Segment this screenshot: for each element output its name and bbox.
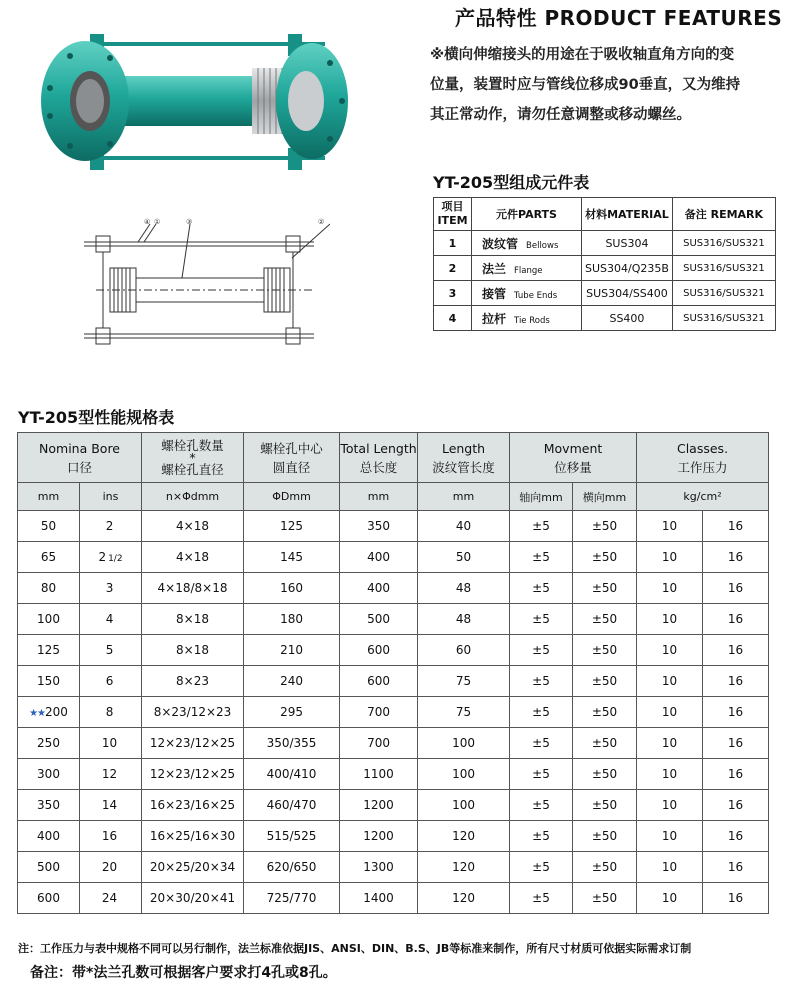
- cell-mm-value: 600: [37, 891, 60, 905]
- cell-total: 1100: [340, 759, 418, 790]
- header-bolt-circle: [244, 433, 340, 483]
- parts-header-item-en: ITEM: [437, 214, 468, 227]
- cell-center: 145: [244, 542, 340, 573]
- cell-mm: [18, 542, 80, 573]
- cell-ins: [80, 511, 142, 542]
- cell-total: 350: [340, 511, 418, 542]
- cell-center: 125: [244, 511, 340, 542]
- cell-p1: 10: [637, 852, 703, 883]
- cell-p2: 16: [703, 635, 769, 666]
- cell-ins-fraction: 1/2: [108, 554, 123, 564]
- cell-axial: ±5: [510, 635, 573, 666]
- cell-ins-value: 6: [105, 674, 114, 688]
- cell-mm: [18, 666, 80, 697]
- cell-total: 1400: [340, 883, 418, 914]
- cell-p1: 10: [637, 573, 703, 604]
- spec-table: [17, 432, 769, 914]
- parts-name-cn: 波纹管: [482, 236, 519, 251]
- parts-remark: SUS316/SUS321: [672, 256, 775, 281]
- unit-ins: ins: [80, 483, 142, 511]
- cell-bolt: 4×18: [142, 511, 244, 542]
- cell-length: 120: [418, 883, 510, 914]
- cell-bolt: 4×18: [142, 542, 244, 573]
- spec-row: [18, 759, 769, 790]
- cell-ins: [80, 666, 142, 697]
- cell-axial: ±5: [510, 511, 573, 542]
- cell-ins: [80, 697, 142, 728]
- cell-ins: [80, 821, 142, 852]
- cell-center: 400/410: [244, 759, 340, 790]
- callout-4: ④: [144, 218, 151, 226]
- cell-p1: 10: [637, 604, 703, 635]
- spec-table-title: YT-205型性能规格表: [18, 408, 175, 427]
- header-mov-en: Movment: [543, 440, 603, 456]
- header-bolt-star: *: [189, 449, 196, 465]
- cell-axial: ±5: [510, 790, 573, 821]
- cell-lateral: ±50: [573, 852, 637, 883]
- cell-length: 75: [418, 666, 510, 697]
- cell-ins: [80, 852, 142, 883]
- header-total-en: Total Length: [340, 440, 417, 456]
- parts-item: 2: [434, 256, 472, 281]
- header-len-en: Length: [441, 440, 486, 456]
- cell-p1: 10: [637, 697, 703, 728]
- cell-mm-value: 80: [40, 581, 57, 595]
- cell-p2: 16: [703, 728, 769, 759]
- parts-header-material: 材料MATERIAL: [582, 198, 673, 231]
- cell-ins-value: 4: [105, 612, 114, 626]
- cell-total: 700: [340, 728, 418, 759]
- spec-header-row-1: [18, 433, 769, 483]
- cell-bolt: 20×30/20×41: [142, 883, 244, 914]
- note-line-1: 注：工作压力与表中规格不同可以另行制作，法兰标准依据JIS、ANSI、DIN、B.S、JB等标准来制作，所有尺寸材质可依据实际需求订制: [18, 942, 692, 955]
- cell-mm-value: 150: [37, 674, 60, 688]
- cell-ins-value: 3: [105, 581, 114, 595]
- parts-row: [434, 281, 776, 306]
- cell-bolt: 4×18/8×18: [142, 573, 244, 604]
- parts-header-item-cn: 项目: [441, 200, 464, 213]
- header-bolt-holes: [142, 433, 244, 483]
- cell-ins: [80, 542, 142, 573]
- cell-lateral: ±50: [573, 511, 637, 542]
- cell-length: 100: [418, 759, 510, 790]
- unit-nxd: n×Φdmm: [142, 483, 244, 511]
- cell-axial: ±5: [510, 821, 573, 852]
- cell-total: 1200: [340, 790, 418, 821]
- parts-row: [434, 306, 776, 331]
- cell-axial: ±5: [510, 542, 573, 573]
- cell-center: 460/470: [244, 790, 340, 821]
- parts-item: 4: [434, 306, 472, 331]
- cell-center: 240: [244, 666, 340, 697]
- spec-row: [18, 821, 769, 852]
- cell-p1: 10: [637, 728, 703, 759]
- parts-name-en: Bellows: [526, 240, 559, 251]
- cell-axial: ±5: [510, 666, 573, 697]
- features-title: 产品特性 PRODUCT FEATURES: [455, 6, 783, 30]
- cell-mm: [18, 604, 80, 635]
- parts-item: 1: [434, 231, 472, 256]
- cell-ins: [80, 790, 142, 821]
- spec-row: [18, 790, 769, 821]
- parts-remark: SUS316/SUS321: [672, 281, 775, 306]
- cell-bolt: 20×25/20×34: [142, 852, 244, 883]
- features-text: [430, 40, 785, 130]
- cell-p2: 16: [703, 790, 769, 821]
- parts-name: [472, 281, 582, 306]
- cell-mm-value: 500: [37, 860, 60, 874]
- header-bore-cn: 口径: [67, 459, 93, 475]
- header-movement: [510, 433, 637, 483]
- parts-name-en: Tie Rods: [514, 315, 550, 326]
- cell-axial: ±5: [510, 883, 573, 914]
- cell-ins: [80, 635, 142, 666]
- cell-mm-value: 400: [37, 829, 60, 843]
- cell-total: 1200: [340, 821, 418, 852]
- cell-center: 180: [244, 604, 340, 635]
- cell-length: 60: [418, 635, 510, 666]
- features-line: 其正常动作，请勿任意调整或移动螺丝。: [430, 107, 691, 123]
- cell-p1: 10: [637, 511, 703, 542]
- cell-lateral: ±50: [573, 542, 637, 573]
- cell-total: 600: [340, 635, 418, 666]
- spec-row: [18, 697, 769, 728]
- cell-ins-value: 24: [101, 891, 118, 905]
- cell-mm: [18, 759, 80, 790]
- cell-ins-value: 16: [101, 829, 118, 843]
- cell-bolt: 8×23/12×23: [142, 697, 244, 728]
- cell-total: 1300: [340, 852, 418, 883]
- parts-header-parts: 元件PARTS: [472, 198, 582, 231]
- cell-p1: 10: [637, 759, 703, 790]
- unit-dmm: ΦDmm: [244, 483, 340, 511]
- cell-axial: ±5: [510, 759, 573, 790]
- header-center-l1: 螺栓孔中心: [260, 440, 323, 456]
- cell-axial: ±5: [510, 573, 573, 604]
- note-line-2: 备注：带*法兰孔数可根据客户要求打4孔或8孔。: [30, 965, 337, 981]
- callout-1: ①: [154, 218, 161, 226]
- cell-p1: 10: [637, 790, 703, 821]
- spec-row: [18, 666, 769, 697]
- cell-mm: [18, 728, 80, 759]
- spec-row: [18, 728, 769, 759]
- parts-name: [472, 231, 582, 256]
- cell-length: 120: [418, 821, 510, 852]
- cell-lateral: ±50: [573, 883, 637, 914]
- cell-bolt: 8×18: [142, 635, 244, 666]
- cell-mm-value: 350: [37, 798, 60, 812]
- cell-p1: 10: [637, 666, 703, 697]
- spec-row: [18, 852, 769, 883]
- cell-ins-value: 12: [101, 767, 118, 781]
- cell-lateral: ±50: [573, 790, 637, 821]
- parts-material: SUS304/Q235B: [582, 256, 673, 281]
- cell-lateral: ±50: [573, 759, 637, 790]
- cell-length: 75: [418, 697, 510, 728]
- spec-row: [18, 511, 769, 542]
- cell-p2: 16: [703, 573, 769, 604]
- header-bolt-l1: 螺栓孔数量: [161, 437, 224, 453]
- cell-ins: [80, 604, 142, 635]
- cell-lateral: ±50: [573, 697, 637, 728]
- spec-row: [18, 883, 769, 914]
- cell-p1: 10: [637, 542, 703, 573]
- parts-name-cn: 法兰: [482, 261, 507, 276]
- parts-name-en: Flange: [514, 265, 543, 276]
- cell-mm-value: 200: [45, 705, 68, 719]
- cell-mm-value: 300: [37, 767, 60, 781]
- unit-kg: kg/cm²: [637, 483, 769, 511]
- parts-material: SUS304: [582, 231, 673, 256]
- cell-lateral: ±50: [573, 728, 637, 759]
- header-mov-cn: 位移量: [554, 459, 592, 475]
- cell-length: 50: [418, 542, 510, 573]
- cell-bolt: 8×18: [142, 604, 244, 635]
- cell-mm: [18, 852, 80, 883]
- cell-mm-value: 65: [40, 550, 57, 564]
- cell-p2: 16: [703, 821, 769, 852]
- cell-p2: 16: [703, 883, 769, 914]
- cell-center: 515/525: [244, 821, 340, 852]
- cell-center: 210: [244, 635, 340, 666]
- parts-header-remark: 备注 REMARK: [672, 198, 775, 231]
- cell-length: 100: [418, 790, 510, 821]
- cell-p2: 16: [703, 542, 769, 573]
- cell-ins-value: 2: [98, 550, 107, 564]
- parts-name-cn: 接管: [482, 286, 507, 301]
- cell-mm: [18, 635, 80, 666]
- cell-bolt: 16×23/16×25: [142, 790, 244, 821]
- header-bellows-length: [418, 433, 510, 483]
- spec-row: [18, 573, 769, 604]
- header-center-l2: 圆直径: [272, 459, 311, 475]
- cell-p2: 16: [703, 666, 769, 697]
- cell-axial: ±5: [510, 697, 573, 728]
- cell-mm-value: 100: [37, 612, 60, 626]
- cell-p1: 10: [637, 635, 703, 666]
- header-cls-en: Classes.: [676, 440, 729, 456]
- cell-lateral: ±50: [573, 604, 637, 635]
- cell-mm-value: 125: [37, 643, 60, 657]
- cell-mm-value: 50: [40, 519, 57, 533]
- header-len-cn: 波纹管长度: [432, 459, 495, 475]
- cell-lateral: ±50: [573, 666, 637, 697]
- parts-remark: SUS316/SUS321: [672, 231, 775, 256]
- header-total-length: [340, 433, 418, 483]
- parts-row: [434, 256, 776, 281]
- header-bolt-l2: 螺栓孔直径: [161, 461, 224, 477]
- cell-ins-value: 20: [101, 860, 118, 874]
- header-cls-cn: 工作压力: [677, 459, 728, 475]
- cell-center: 725/770: [244, 883, 340, 914]
- unit-axial: 轴向mm: [510, 483, 573, 511]
- cell-mm: [18, 697, 80, 728]
- cell-ins: [80, 573, 142, 604]
- cell-mm: [18, 883, 80, 914]
- cell-p2: 16: [703, 697, 769, 728]
- technical-drawing: [78, 218, 330, 358]
- cell-axial: ±5: [510, 852, 573, 883]
- cell-ins: [80, 883, 142, 914]
- spec-row: [18, 604, 769, 635]
- cell-p1: 10: [637, 821, 703, 852]
- cell-length: 48: [418, 573, 510, 604]
- cell-bolt: 12×23/12×25: [142, 728, 244, 759]
- cell-center: 160: [244, 573, 340, 604]
- cell-total: 500: [340, 604, 418, 635]
- parts-header-row: [434, 198, 776, 231]
- cell-mm: [18, 790, 80, 821]
- cell-ins-value: 14: [101, 798, 118, 812]
- parts-name-en: Tube Ends: [514, 290, 558, 301]
- cell-total: 700: [340, 697, 418, 728]
- cell-lateral: ±50: [573, 821, 637, 852]
- cell-p1: 10: [637, 883, 703, 914]
- cell-bolt: 8×23: [142, 666, 244, 697]
- cell-total: 400: [340, 573, 418, 604]
- cell-total: 400: [340, 542, 418, 573]
- cell-ins-value: 10: [101, 736, 118, 750]
- cell-bolt: 12×23/12×25: [142, 759, 244, 790]
- cell-length: 120: [418, 852, 510, 883]
- cell-mm: [18, 821, 80, 852]
- parts-material: SS400: [582, 306, 673, 331]
- product-photo: [30, 28, 355, 178]
- cell-p2: 16: [703, 852, 769, 883]
- cell-total: 600: [340, 666, 418, 697]
- callout-2: ②: [318, 218, 325, 226]
- star-marker: ★★: [29, 708, 46, 719]
- cell-p2: 16: [703, 604, 769, 635]
- cell-length: 48: [418, 604, 510, 635]
- unit-len-mm: mm: [418, 483, 510, 511]
- cell-ins: [80, 759, 142, 790]
- cell-ins-value: 5: [105, 643, 114, 657]
- parts-row: [434, 231, 776, 256]
- parts-item: 3: [434, 281, 472, 306]
- cell-length: 100: [418, 728, 510, 759]
- cell-lateral: ±50: [573, 635, 637, 666]
- header-total-cn: 总长度: [359, 459, 398, 475]
- cell-ins-value: 2: [105, 519, 114, 533]
- callout-3: ③: [186, 218, 193, 226]
- cell-ins: [80, 728, 142, 759]
- cell-p2: 16: [703, 511, 769, 542]
- header-nominal-bore: [18, 433, 142, 483]
- cell-length: 40: [418, 511, 510, 542]
- cell-lateral: ±50: [573, 573, 637, 604]
- cell-axial: ±5: [510, 604, 573, 635]
- cell-center: 295: [244, 697, 340, 728]
- spec-row: [18, 542, 769, 573]
- parts-table-title: YT-205型组成元件表: [433, 173, 590, 192]
- unit-mm: mm: [18, 483, 80, 511]
- cell-mm: [18, 511, 80, 542]
- cell-axial: ±5: [510, 728, 573, 759]
- features-line: ※横向伸缩接头的用途在于吸收轴直角方向的变: [430, 47, 735, 63]
- parts-remark: SUS316/SUS321: [672, 306, 775, 331]
- parts-name: [472, 306, 582, 331]
- parts-name-cn: 拉杆: [482, 311, 507, 326]
- spec-row: [18, 635, 769, 666]
- cell-bolt: 16×25/16×30: [142, 821, 244, 852]
- parts-header-item: [434, 198, 472, 231]
- cell-ins-value: 8: [105, 705, 114, 719]
- unit-total-mm: mm: [340, 483, 418, 511]
- cell-mm-value: 250: [37, 736, 60, 750]
- spec-header-row-2: [18, 483, 769, 511]
- parts-name: [472, 256, 582, 281]
- cell-mm: [18, 573, 80, 604]
- cell-p2: 16: [703, 759, 769, 790]
- parts-material: SUS304/SS400: [582, 281, 673, 306]
- header-bore-en: Nomina Bore: [39, 440, 120, 456]
- parts-table: [433, 197, 776, 331]
- cell-center: 350/355: [244, 728, 340, 759]
- unit-lateral: 横向mm: [573, 483, 637, 511]
- features-line: 位量，装置时应与管线位移成90垂直，又为维持: [430, 77, 741, 93]
- cell-center: 620/650: [244, 852, 340, 883]
- header-classes: [637, 433, 769, 483]
